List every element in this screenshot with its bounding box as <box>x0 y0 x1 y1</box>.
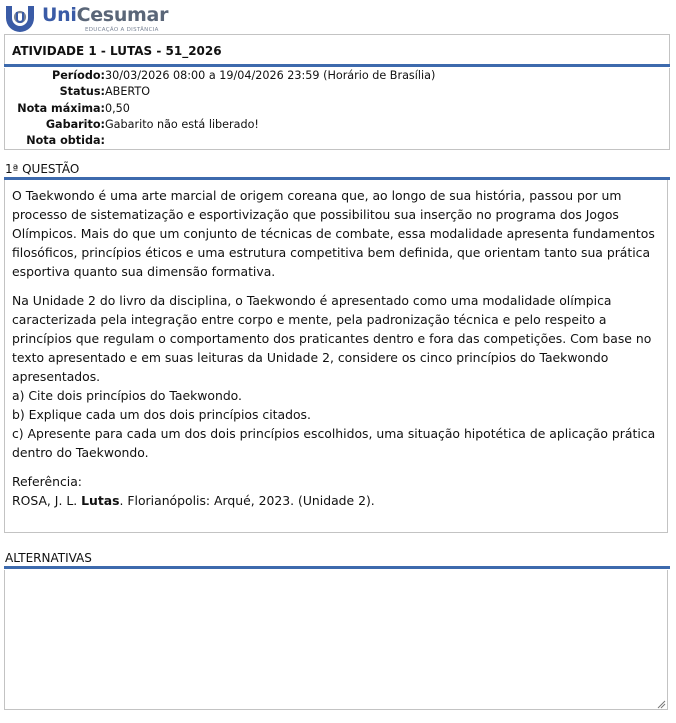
question-text <box>12 186 660 520</box>
brand-name: UniCesumar <box>42 4 169 26</box>
unicesumar-logo-icon <box>4 4 36 32</box>
activity-info-panel <box>4 68 670 150</box>
answer-textarea[interactable] <box>4 570 668 710</box>
answer-heading: ALTERNATIVAS <box>5 551 92 565</box>
header-divider <box>4 64 670 67</box>
question-item-c: c) Apresente para cada um dos dois princípios escolhidos, uma situação hipotética de aplicação prática dentro do Taekwondo. <box>12 426 656 460</box>
question-paragraph-1: O Taekwondo é uma arte marcial de origem coreana que, ao longo de sua história, passou por um processo de sistematização e esportivização que possibilitou sua inserção no programa dos Jogos Olímpicos. Mais do que um conjunto de técnicas de combate, essa modalidade apresenta fundamentos filosóficos, princípios éticos e uma estrutura competitiva bem definida, que orientam tanto sua prática esportiva quanto sua dimensão formativa. <box>12 188 655 279</box>
question-heading: 1ª QUESTÃO <box>5 162 80 176</box>
info-row-gabarito: Gabarito: Gabarito não está liberado! <box>45 118 259 131</box>
question-item-b: b) Explique cada um dos dois princípios citados. <box>12 407 311 422</box>
question-reference: Referência: ROSA, J. L. Lutas. Florianópolis: Arqué, 2023. (Unidade 2). <box>12 474 375 508</box>
question-panel <box>4 180 668 533</box>
brand-tagline: EDUCAÇÃO A DISTÂNCIA <box>85 27 159 33</box>
info-row-status: Status: ABERTO <box>59 85 150 98</box>
resize-grip-icon[interactable] <box>657 700 666 709</box>
question-item-a: a) Cite dois princípios do Taekwondo. <box>12 388 242 403</box>
question-paragraph-2: Na Unidade 2 do livro da disciplina, o Taekwondo é apresentado como uma modalidade olímpica caracterizada pela integração entre corpo e mente, pela padronização técnica e pelo respeito a princípios que regulam o comportamento dos praticantes dentro e fora das competições. Com base no texto apresentado e em suas leituras da Unidade 2, considere os cinco princípios do Taekwondo apresentados. a) Cite dois princípios do Taekwondo. b) Explique cada um dos dois princípios citados. c) Apresente para cada um dos dois princípios escolhidos, uma situação hipotética de aplicação prática dentro do Taekwondo. <box>12 291 660 462</box>
info-row-periodo: Período: 30/03/2026 08:00 a 19/04/2026 23:59 (Horário de Brasília) <box>52 69 436 82</box>
answer-divider <box>4 566 670 569</box>
activity-header <box>4 34 670 65</box>
info-row-nota-maxima: Nota máxima: 0,50 <box>17 102 130 115</box>
info-row-nota-obtida: Nota obtida: <box>26 134 105 147</box>
activity-title: ATIVIDADE 1 - LUTAS - 51_2026 <box>12 44 222 58</box>
unicesumar-logo <box>4 3 169 35</box>
